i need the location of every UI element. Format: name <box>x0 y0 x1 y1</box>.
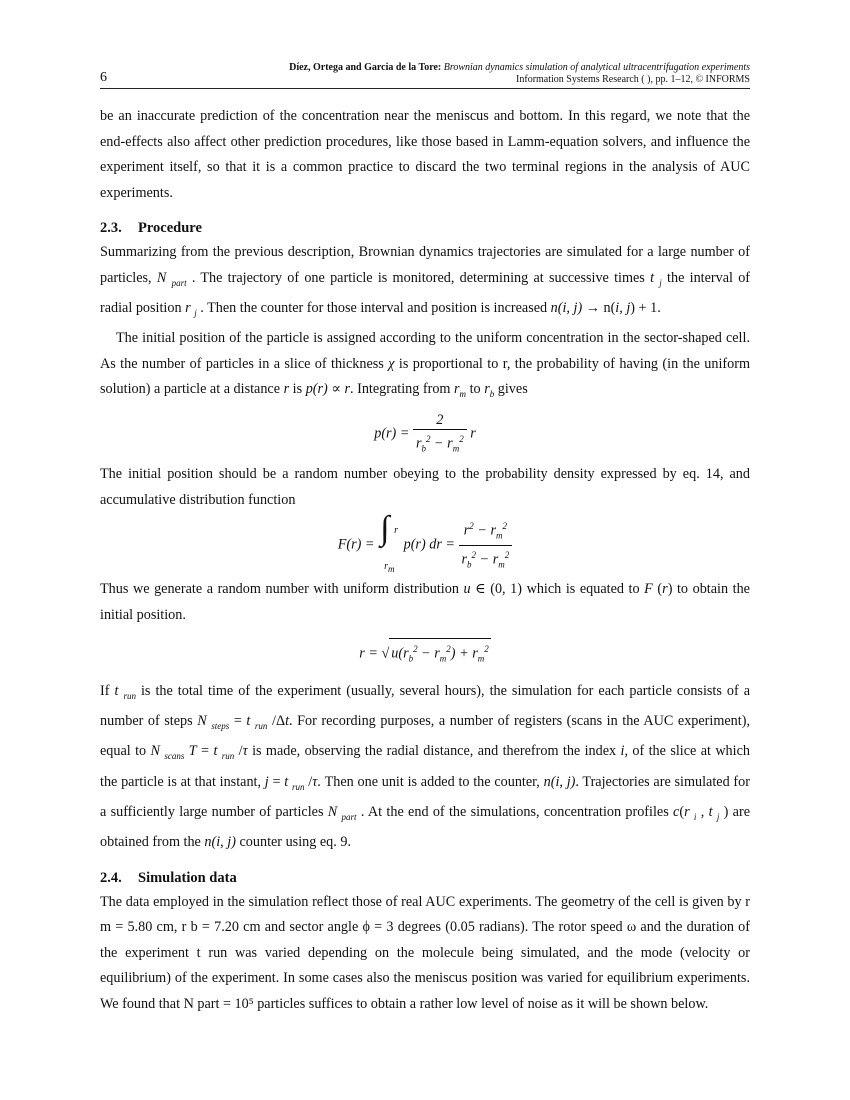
equation-initial-position: r = √ $u(r_b^2 - r_m^2) + r_m^2$ <box>100 638 750 669</box>
header-authors: Díez, Ortega and Garcia de la Tore: <box>289 62 442 73</box>
page-body <box>100 104 750 1017</box>
paragraph-simulation-data: The data employed in the simulation reflect those of real AUC experiments. The geometry of the cell is given by r m = 5.80 cm, r b = 7.20 cm and sector angle ϕ = 3 degrees (0.05 radians). The rotor speed ω and the duration of the experiment t run was varied depending on the molecule being simulated, and the mode (velocity or equilibrium) of the experiment. In some cases also the meniscus position was varied for equilibrium experiments. We found that N part = 10⁵ particles suffices to obtain a rather low level of noise as it will be shown below. <box>100 893 750 1012</box>
page-number: 6 <box>100 70 107 85</box>
section-heading-procedure: 2.3. Procedure <box>100 220 202 236</box>
running-header <box>100 62 750 89</box>
header-journal: Information Systems Research ( ), pp. 1–12, © INFORMS <box>516 74 750 85</box>
equation-density: p(r) = $\frac{2}{r_b^2 - r_m^2}$ r <box>374 412 476 455</box>
equation-cdf: F(r) = ∫ r $r_m$ p(r) dr = $\frac{r^2 - r_m^2}{r_b^2 - r_m^2}$ <box>100 517 750 573</box>
paragraph-procedure-1: Summarizing from the previous description, Brownian dynamics trajectories are simulated for a large number of particles, N $_{part}$ . The trajectory of one particle is monitored, determining at successive times t $_j$ the interval of radial position r $_j$ . Then the counter for those interval and position is increased n(i, j) → n(i, j) + 1. <box>100 244 751 318</box>
paragraph-procedure-3: The initial position should be a random number obeying to the probability density expressed by eq. 14, and accumulative distribution function <box>100 466 750 508</box>
paragraph-procedure-4: Thus we generate a random number with uniform distribution u ∈ (0, 1) which is equated to F (r) to obtain the initial position. <box>100 581 750 623</box>
section-heading-simulation-data: 2.4. Simulation data <box>100 869 237 886</box>
header-title: Brownian dynamics simulation of analytical ultracentrifugation experiments <box>443 62 750 73</box>
paragraph-procedure-2: The initial position of the particle is assigned according to the uniform concentration in the sector-shaped cell. As the number of particles in a slice of thickness χ is proportional to r, the probability of having (in the uniform solution) a particle at a distance r is p(r) ∝ r. Integrating from $r_m$ to $r_b$ gives <box>100 330 750 399</box>
paragraph-intro: be an inaccurate prediction of the concentration near the meniscus and bottom. In this regard, we note that the end-effects also affect other prediction procedures, like those based in Lamm-equation solvers, and influence the experiment itself, so that it is a common practice to discard the two terminal regions in the analysis of AUC experiments. <box>100 108 750 201</box>
header-citation <box>289 62 750 86</box>
paragraph-procedure-5: If t $_{run}$ is the total time of the experiment (usually, several hours), the simulation for each particle consists of a number of steps N $_{steps}$ = t $_{run}$ /Δt. For recording purposes, a number of registers (scans in the AUC experiment), equal to N $_{scans}$ T = t $_{run}$ /τ is made, observing the radial distance, and therefrom the index i, of the slice at which the particle is at that instant, j = t $_{run}$ /τ. Then one unit is added to the counter, n(i, j). Trajectories are simulated for a sufficiently large number of particles N $_{part}$ . At the end of the simulations, concentration profiles c(r $_i$ , t $_j$ ) are obtained from the n(i, j) counter using eq. 9. <box>100 682 751 851</box>
